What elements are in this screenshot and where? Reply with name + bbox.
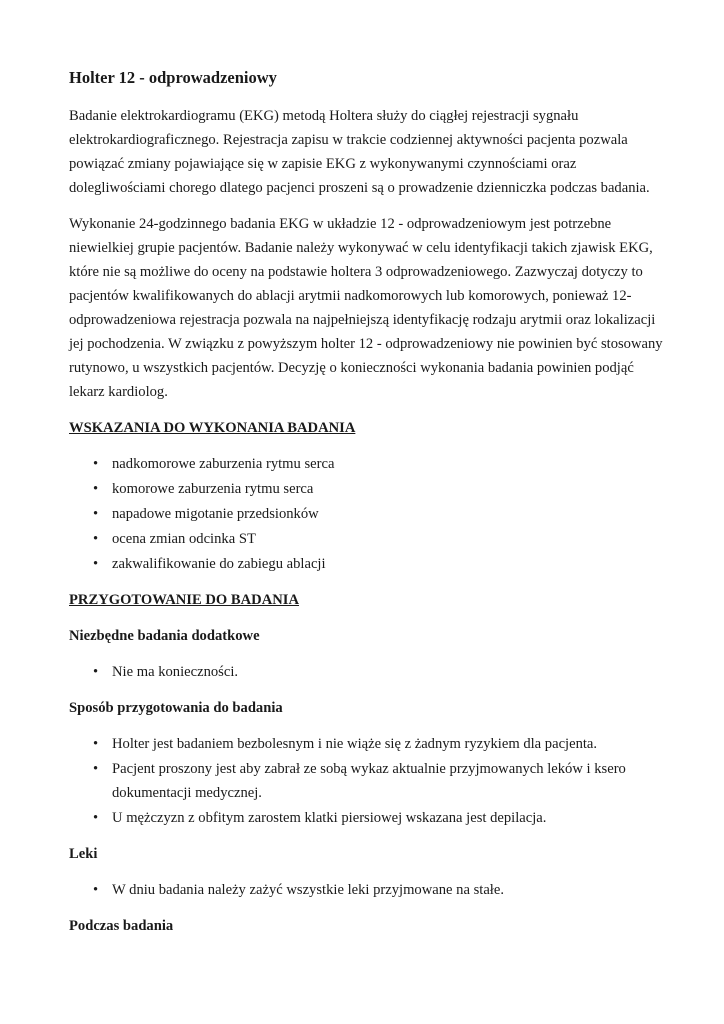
list-item: • Nie ma konieczności. — [112, 660, 664, 684]
bullet-icon: • — [93, 761, 99, 777]
list-item: • ocena zmian odcinka ST — [112, 527, 664, 551]
preparation-heading: PRZYGOTOWANIE DO BADANIA — [69, 592, 300, 608]
bullet-icon: • — [93, 531, 99, 547]
bullet-icon: • — [93, 556, 99, 572]
list-item: • Holter jest badaniem bezbolesnym i nie wiąże się z żadnym ryzykiem dla pacjenta. — [112, 732, 664, 756]
list-item: • Pacjent proszony jest aby zabrał ze sobą wykaz aktualnie przyjmowanych leków i ksero dokumentacji medycznej. — [112, 757, 664, 805]
bullet-icon: • — [93, 506, 99, 522]
bullet-icon: • — [93, 810, 99, 826]
bullet-icon: • — [93, 664, 99, 680]
bullet-icon: • — [93, 481, 99, 497]
intro-paragraph: Badanie elektrokardiogramu (EKG) metodą Holtera służy do ciągłej rejestracji sygnału elektrokardiograficznego. Rejestracja zapisu w trakcie codziennej aktywności pacjenta pozwala powiązać zmiany pojawiające się w zapisie EKG z wykonywanymi czynnościami oraz dolegliwościami chorego dlatego pacjenci proszeni są o prowadzenie dzienniczka podczas badania. — [69, 108, 650, 196]
list-item: • zakwalifikowanie do zabiegu ablacji — [112, 552, 664, 576]
bullet-icon: • — [93, 456, 99, 472]
bullet-icon: • — [93, 882, 99, 898]
list-item: • U mężczyzn z obfitym zarostem klatki piersiowej wskazana jest depilacja. — [112, 806, 664, 830]
indication-paragraph: Wykonanie 24-godzinnego badania EKG w układzie 12 - odprowadzeniowym jest potrzebne niewielkiej grupie pacjentów. Badanie należy wykonywać w celu identyfikacji takich zjawisk EKG, które nie są możliwe do oceny na podstawie holtera 3 odprowadzeniowego. Zazwyczaj dotyczy to pacjentów kwalifikowanych do ablacji arytmii nadkomorowych lub komorowych, ponieważ 12-odprowadzeniowa rejestracja pozwala na najpełniejszą identyfikację rodzaju arytmii oraz lokalizacji jej pochodzenia. W związku z powyższym holter 12 - odprowadzeniowy nie powinien być stosowany rutynowo, u wszystkich pacjentów. Decyzję o konieczności wykonania badania powinien podjąć lekarz kardiolog. — [69, 216, 663, 400]
additional-tests-heading: Niezbędne badania dodatkowe — [69, 628, 260, 644]
list-item: • nadkomorowe zaburzenia rytmu serca — [112, 452, 664, 476]
list-item: • napadowe migotanie przedsionków — [112, 502, 664, 526]
indications-list — [69, 452, 664, 576]
additional-tests-list — [69, 660, 664, 684]
medications-list — [69, 878, 664, 902]
preparation-method-list — [69, 732, 664, 830]
list-item: • komorowe zaburzenia rytmu serca — [112, 477, 664, 501]
during-exam-heading: Podczas badania — [69, 918, 174, 934]
bullet-icon: • — [93, 736, 99, 752]
document-title: Holter 12 - odprowadzeniowy — [69, 68, 277, 87]
indications-heading: WSKAZANIA DO WYKONANIA BADANIA — [69, 420, 356, 436]
medications-heading: Leki — [69, 846, 98, 862]
list-item: • W dniu badania należy zażyć wszystkie leki przyjmowane na stałe. — [112, 878, 664, 902]
preparation-method-heading: Sposób przygotowania do badania — [69, 700, 283, 716]
